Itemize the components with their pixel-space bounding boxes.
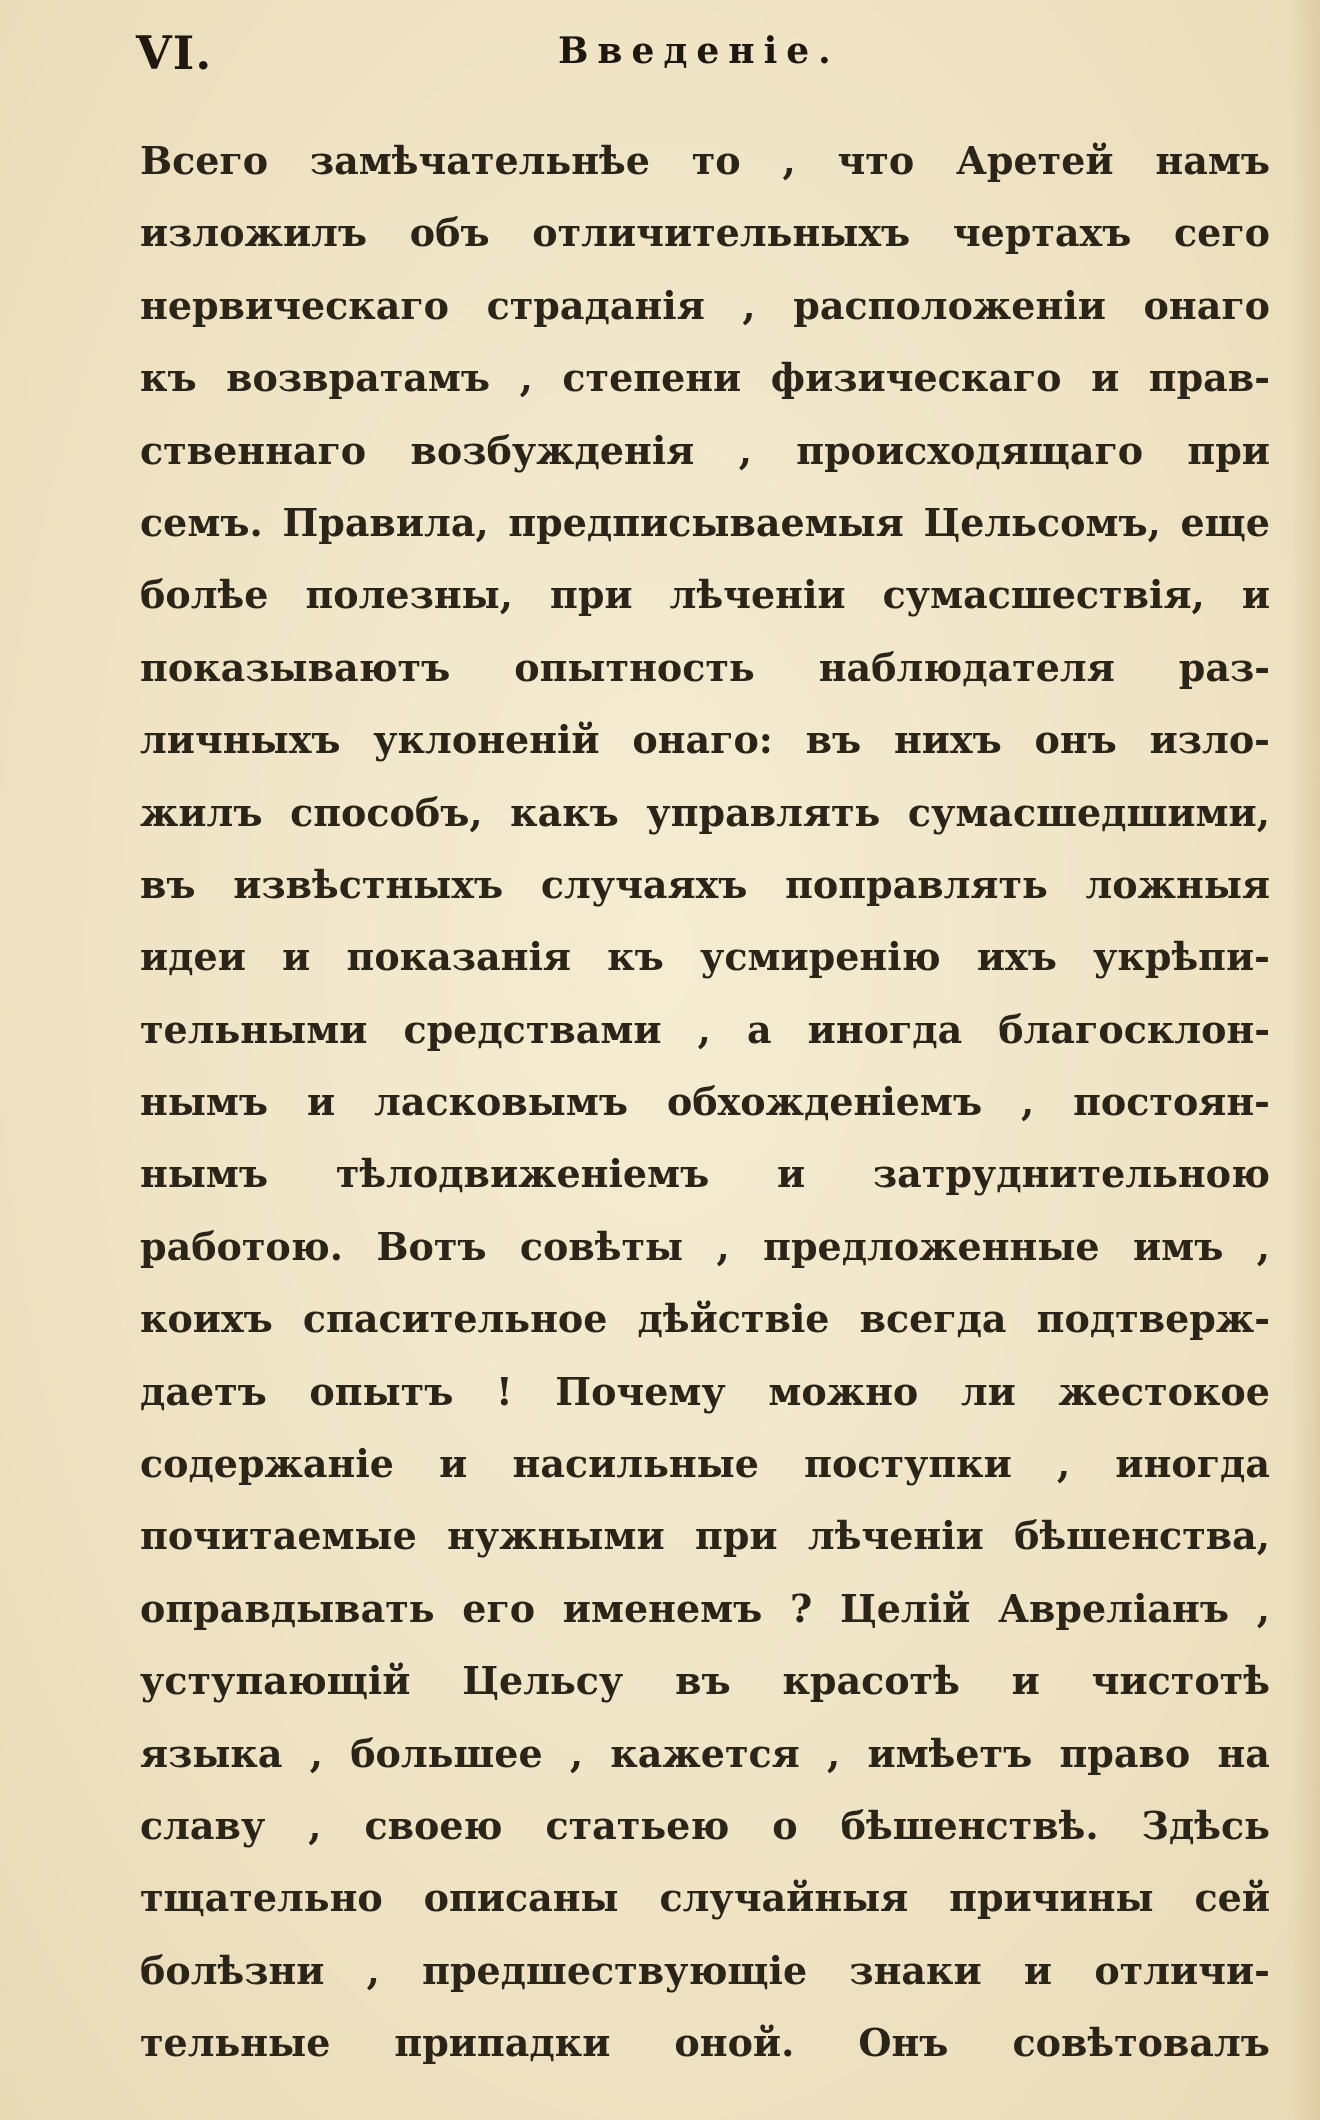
text-line: тельные припадки оной. Онъ совѣтовалъ (140, 2020, 1270, 2066)
text-line: оправдывать его именемъ ? Целій Авреліанъ , (140, 1585, 1270, 1631)
text-line: славу , своею статьею о бѣшенствѣ. Здѣсь (140, 1802, 1270, 1848)
text-line: уступающій Цельсу въ красотѣ и чистотѣ (140, 1658, 1270, 1704)
text-line: тельными средствами , а иногда благосклон- (140, 1006, 1270, 1052)
text-line: жилъ способъ, какъ управлять сумасшедшими, (140, 789, 1270, 835)
text-line: нервическаго страданія , расположеніи онаго (140, 282, 1270, 328)
text-line: нымъ тѣлодвиженіемъ и затруднительною (140, 1151, 1270, 1197)
text-line: болѣзни , предшествующіе знаки и отличи- (140, 1947, 1270, 1993)
text-line: болѣе полезны, при лѣченіи сумасшествія, и (140, 572, 1270, 618)
text-line: показываютъ опытность наблюдателя раз- (140, 644, 1270, 690)
text-line: даетъ опытъ ! Почему можно ли жестокое (140, 1368, 1270, 1414)
text-line: въ извѣстныхъ случаяхъ поправлять ложныя (140, 861, 1270, 907)
text-line: Всего замѣчательнѣе то , что Аретей намъ (140, 138, 1270, 183)
page-number: VI. (136, 26, 213, 80)
text-line: почитаемые нужными при лѣченіи бѣшенства, (140, 1513, 1270, 1559)
text-line: тщательно описаны случайныя причины сей (140, 1875, 1270, 1921)
text-line: языка , большее , кажется , имѣетъ право на (140, 1730, 1270, 1776)
text-line: коихъ спасительное дѣйствіе всегда подтверж- (140, 1296, 1270, 1342)
text-line: личныхъ уклоненій онаго: въ нихъ онъ изло- (140, 717, 1270, 763)
running-head: Введеніе. (558, 30, 840, 72)
text-line: идеи и показанія къ усмиренію ихъ укрѣпи- (140, 934, 1270, 980)
text-line: къ возвратамъ , степени физическаго и прав- (140, 355, 1270, 401)
body-text (140, 125, 1270, 2080)
text-line: семъ. Правила, предписываемыя Цельсомъ, еще (140, 499, 1270, 545)
text-line: содержаніе и насильные поступки , иногда (140, 1441, 1270, 1487)
text-line: ственнаго возбужденія , происходящаго при (140, 427, 1270, 473)
text-line: изложилъ объ отличительныхъ чертахъ сего (140, 210, 1270, 256)
text-line: работою. Вотъ совѣты , предложенные имъ , (140, 1223, 1270, 1269)
text-line: нымъ и ласковымъ обхожденіемъ , постоян- (140, 1079, 1270, 1125)
